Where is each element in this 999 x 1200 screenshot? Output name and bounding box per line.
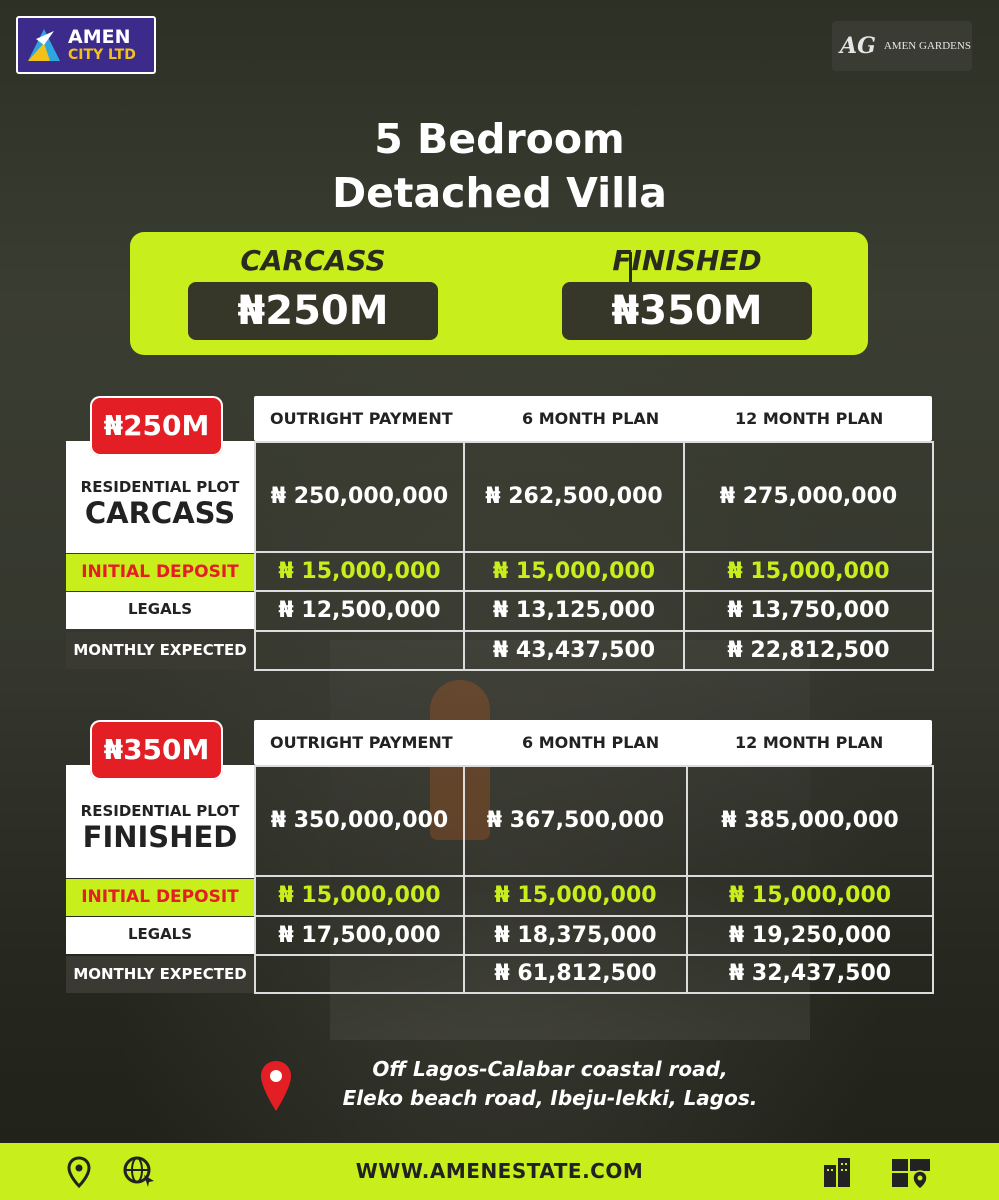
cell-deposit-12m: ₦ 15,000,000 — [683, 551, 934, 592]
header-12-month: 12 MONTH PLAN — [735, 409, 884, 428]
plot-big-label: CARCASS — [84, 496, 236, 530]
address-text — [290, 1055, 810, 1113]
row-label-legals: LEGALS — [66, 917, 254, 954]
footer-bar — [0, 1143, 999, 1200]
finished-price-block — [562, 242, 812, 340]
page-title — [0, 112, 999, 220]
cell-plot-12m: ₦ 275,000,000 — [683, 441, 934, 553]
cell-deposit-6m: ₦ 15,000,000 — [463, 875, 688, 917]
cell-plot-6m: ₦ 367,500,000 — [463, 765, 688, 877]
amen-logo-icon — [24, 25, 64, 65]
row-label-monthly: MONTHLY EXPECTED — [66, 632, 254, 669]
title-line1: 5 Bedroom — [374, 115, 625, 163]
map-icon — [890, 1155, 934, 1189]
row-label-plot — [66, 765, 254, 878]
carcass-price: ₦250M — [188, 282, 438, 340]
payment-table-carcass — [66, 396, 934, 676]
cell-deposit-outright: ₦ 15,000,000 — [254, 551, 465, 592]
row-label-legals: LEGALS — [66, 592, 254, 629]
header-6-month: 6 MONTH PLAN — [522, 409, 660, 428]
row-label-monthly: MONTHLY EXPECTED — [66, 956, 254, 993]
logo-line1: AMEN — [68, 25, 131, 48]
logo-line2: CITY LTD — [68, 46, 136, 63]
cell-legals-6m: ₦ 18,375,000 — [463, 915, 688, 956]
payment-table-finished — [66, 720, 934, 1000]
table-header — [254, 396, 932, 441]
cell-plot-outright: ₦ 250,000,000 — [254, 441, 465, 553]
header-6-month: 6 MONTH PLAN — [522, 733, 660, 752]
cell-plot-outright: ₦ 350,000,000 — [254, 765, 465, 877]
location-pin-icon — [258, 1059, 294, 1115]
header-outright: OUTRIGHT PAYMENT — [270, 733, 453, 752]
price-badge-250m: ₦250M — [90, 396, 223, 456]
cell-monthly-12m: ₦ 22,812,500 — [683, 630, 934, 671]
cell-plot-6m: ₦ 262,500,000 — [463, 441, 685, 553]
address-block — [258, 1055, 818, 1115]
cell-legals-6m: ₦ 13,125,000 — [463, 590, 685, 632]
cell-monthly-outright — [254, 630, 465, 671]
header-12-month: 12 MONTH PLAN — [735, 733, 884, 752]
price-banner — [130, 232, 868, 355]
amen-city-logo — [16, 16, 156, 74]
finished-price: ₦350M — [562, 282, 812, 340]
address-line2: Eleko beach road, Ibeju-lekki, Lagos. — [342, 1086, 758, 1110]
website-url[interactable]: WWW.AMENESTATE.COM — [355, 1159, 644, 1183]
carcass-label: CARCASS — [240, 244, 386, 277]
plot-small-label: RESIDENTIAL PLOT — [80, 802, 240, 820]
carcass-price-block — [188, 242, 438, 340]
header-outright: OUTRIGHT PAYMENT — [270, 409, 453, 428]
cell-deposit-6m: ₦ 15,000,000 — [463, 551, 685, 592]
plot-small-label: RESIDENTIAL PLOT — [80, 478, 240, 496]
row-label-plot — [66, 441, 254, 553]
amen-gardens-logo — [832, 21, 972, 71]
cell-monthly-6m: ₦ 61,812,500 — [463, 954, 688, 994]
cell-monthly-12m: ₦ 32,437,500 — [686, 954, 934, 994]
cell-legals-12m: ₦ 13,750,000 — [683, 590, 934, 632]
cell-monthly-6m: ₦ 43,437,500 — [463, 630, 685, 671]
row-label-deposit: INITIAL DEPOSIT — [66, 879, 254, 916]
cell-legals-outright: ₦ 12,500,000 — [254, 590, 465, 632]
cell-monthly-outright — [254, 954, 465, 994]
cell-deposit-12m: ₦ 15,000,000 — [686, 875, 934, 917]
cell-legals-outright: ₦ 17,500,000 — [254, 915, 465, 956]
title-line2: Detached Villa — [332, 169, 667, 217]
plot-big-label: FINISHED — [82, 820, 238, 854]
table-header — [254, 720, 932, 765]
cell-legals-12m: ₦ 19,250,000 — [686, 915, 934, 956]
cell-plot-12m: ₦ 385,000,000 — [686, 765, 934, 877]
price-badge-350m: ₦350M — [90, 720, 223, 780]
cell-deposit-outright: ₦ 15,000,000 — [254, 875, 465, 917]
finished-label: FINISHED — [612, 244, 762, 277]
row-label-deposit: INITIAL DEPOSIT — [66, 554, 254, 591]
address-line1: Off Lagos-Calabar coastal road, — [372, 1057, 728, 1081]
amen-gardens-text: AMEN GARDENS — [883, 40, 971, 52]
ag-logo-mark: AG — [840, 33, 876, 59]
building-icon — [820, 1155, 854, 1189]
